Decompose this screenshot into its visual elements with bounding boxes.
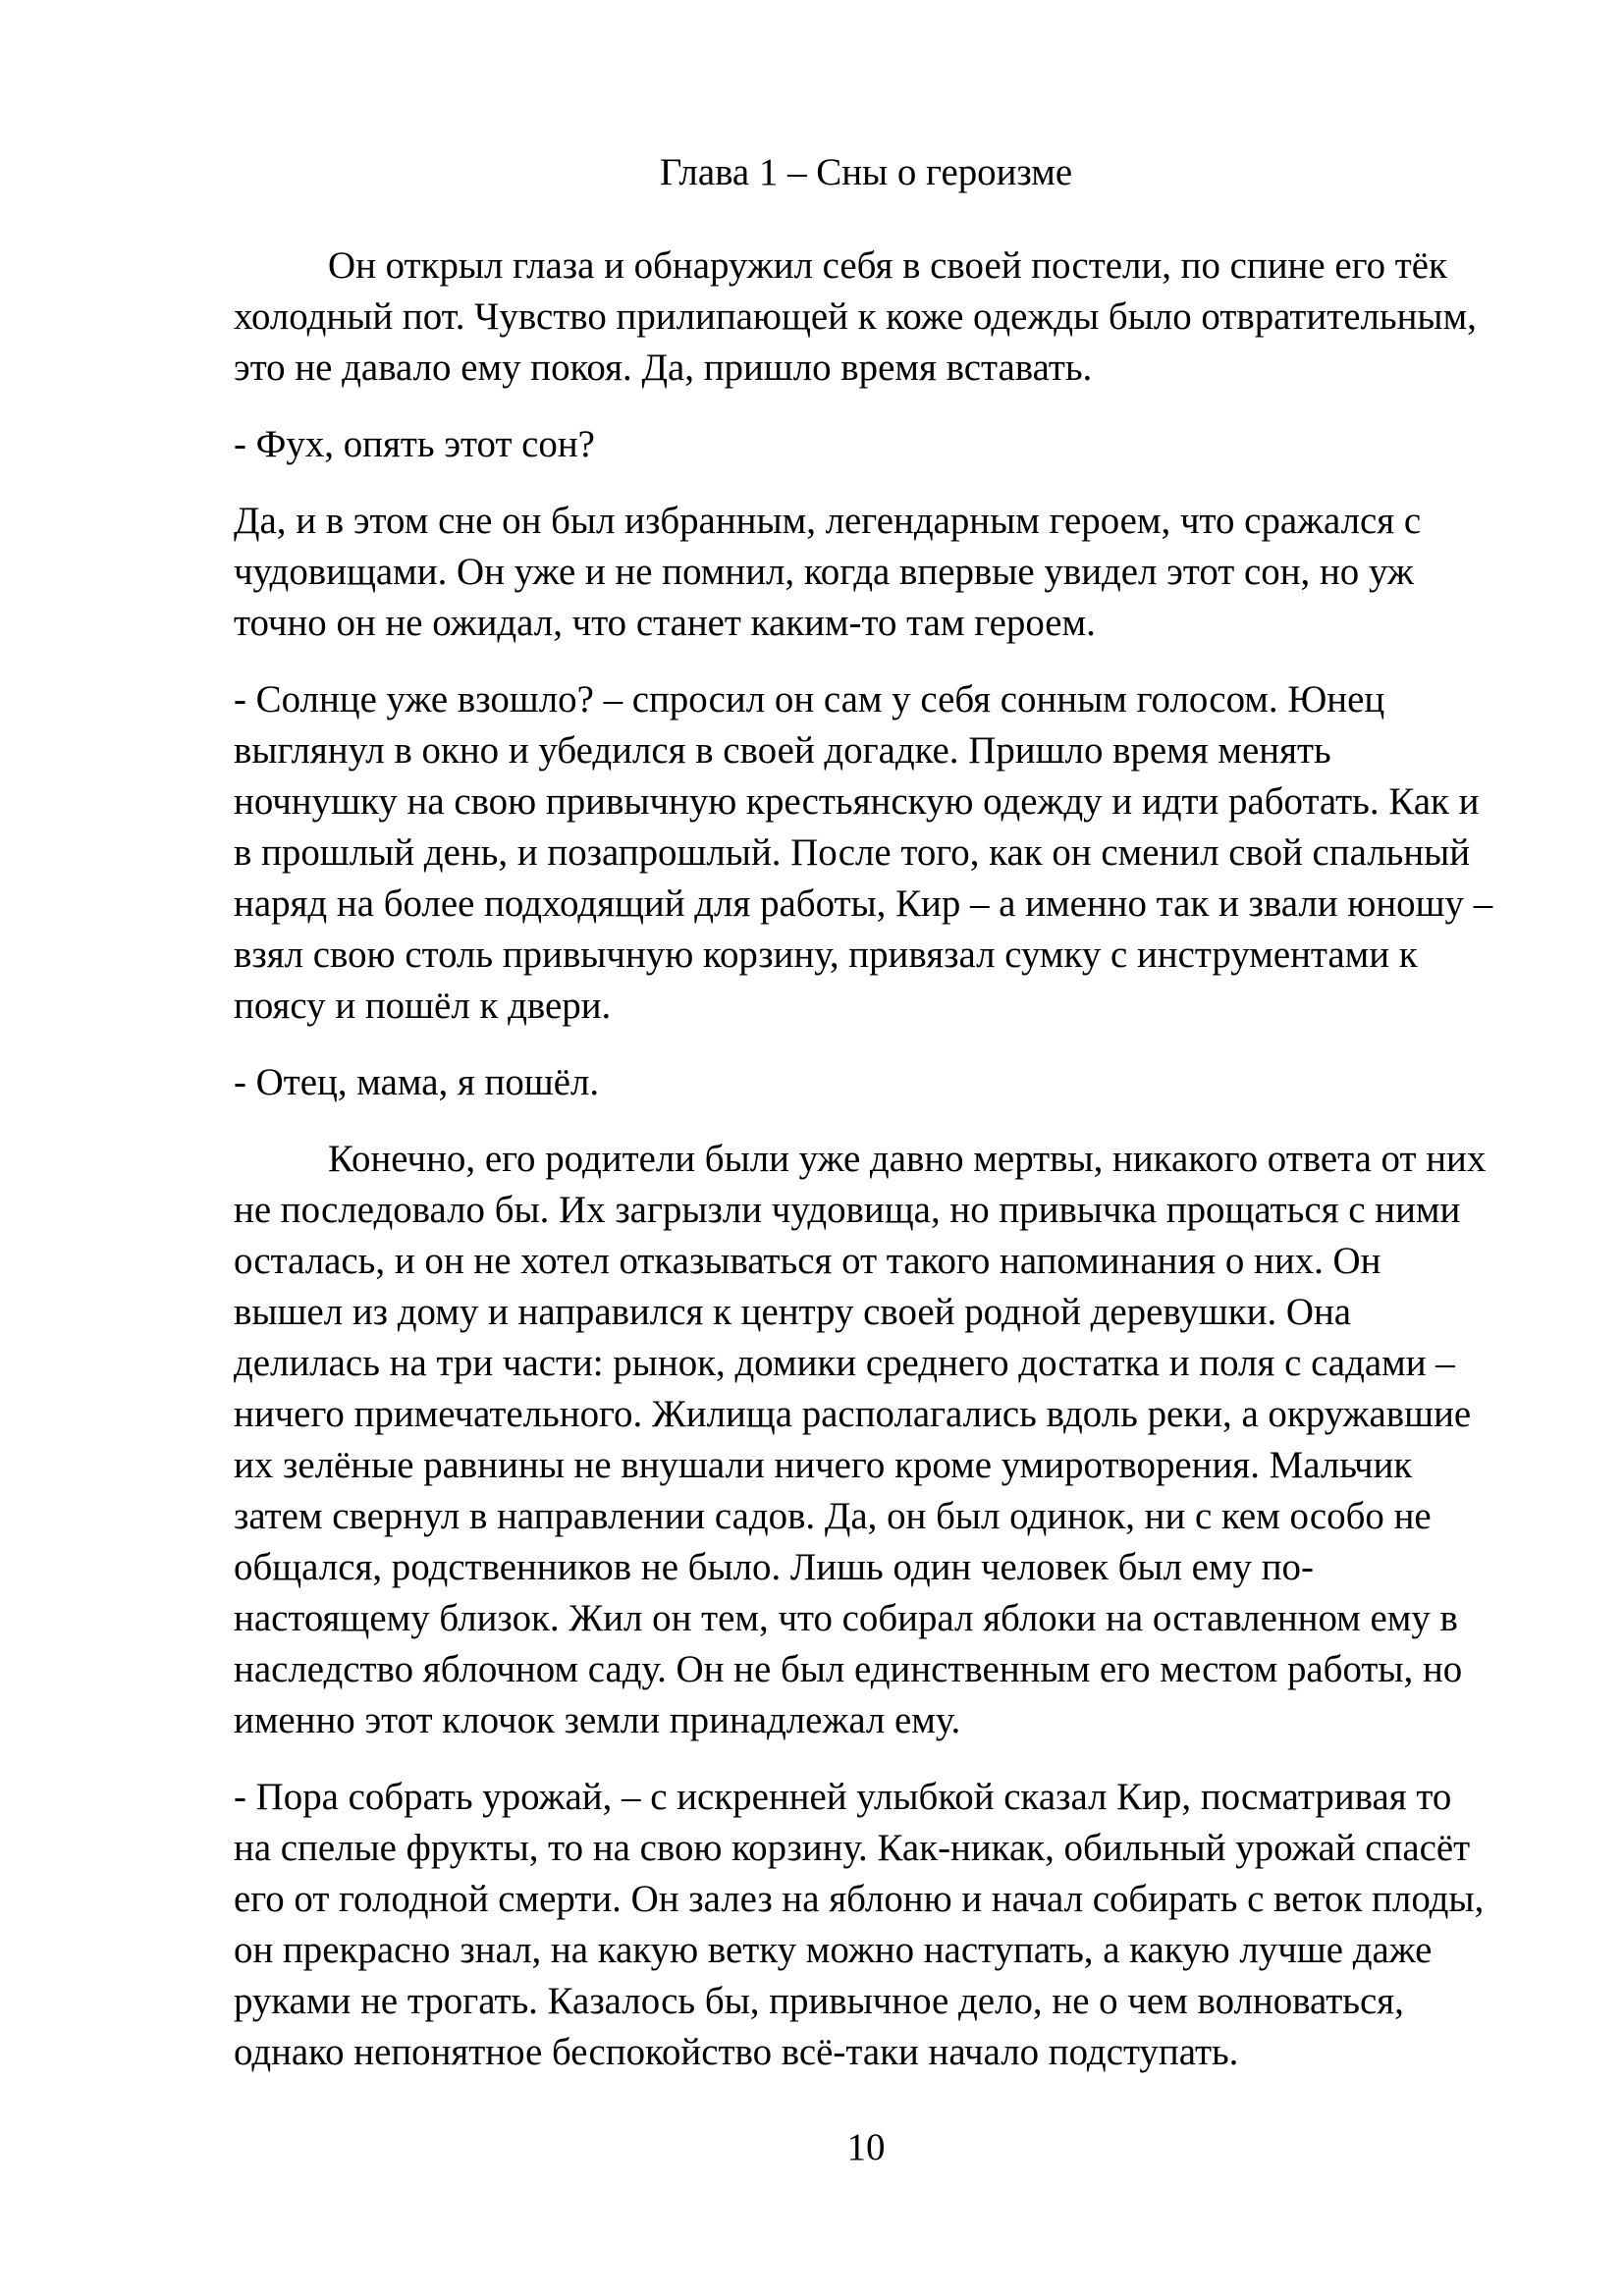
page-content	[234, 147, 1498, 2104]
page-number: 10	[846, 2126, 886, 2168]
paragraph: Он открыл глаза и обнаружил себя в своей постели, по спине его тёк холодный пот. Чувство прилипающей к коже одежды было отвратительным, это не давало ему покоя. Да, пришло время вставать.	[234, 244, 1477, 389]
paragraph-dialogue: - Солнце уже взошло? – спросил он сам у себя сонным голосом. Юнец выглянул в окно и убедился в своей догадке. Пришло время менять ночнушку на свою привычную крестьянскую одежду и идти работать. Как и в прошлый день, и позапрошлый. После того, как он сменил свой спальный наряд на более подходящий для работы, Кир – а именно так и звали юношу – взял свою столь привычную корзину, привязал сумку с инструментами к поясу и пошёл к двери.	[234, 678, 1493, 1027]
paragraph-dialogue: - Пора собрать урожай, – с искренней улыбкой сказал Кир, посматривая то на спелые фрукты, то на свою корзину. Как-никак, обильный урожай спасёт его от голодной смерти. Он залез на яблоню и начал собирать с веток плоды, он прекрасно знал, на какую ветку можно наступать, а какую лучше даже руками не трогать. Казалось бы, привычное дело, не о чем волноваться, однако непонятное беспокойство всё-таки начало подступать.	[234, 1776, 1485, 2073]
paragraph: Да, и в этом сне он был избранным, легендарным героем, что сражался с чудовищами. Он уже и не помнил, когда впервые увидел этот сон, но уж точно он не ожидал, что станет каким-то там героем.	[234, 500, 1422, 644]
chapter-title: Глава 1 – Сны о героизме	[659, 151, 1073, 193]
paragraph: Конечно, его родители были уже давно мертвы, никакого ответа от них не последовало бы. Их загрызли чудовища, но привычка прощаться с ними осталась, и он не хотел отказываться от такого напоминания о них. Он вышел из дому и направился к центру своей родной деревушки. Она делилась на три части: рынок, домики среднего достатка и поля с садами – ничего примечательного. Жилища располагались вдоль реки, а окружавшие их зелёные равнины не внушали ничего кроме умиротворения. Мальчик затем свернул в направлении садов. Да, он был одинок, ни с кем особо не общался, родственников не было. Лишь один человек был ему по-настоящему близок. Жил он тем, что собирал яблоки на оставленном ему в наследство яблочном саду. Он не был единственным его местом работы, но именно этот клочок земли принадлежал ему.	[234, 1138, 1487, 1741]
paragraph-dialogue: - Отец, мама, я пошёл.	[234, 1061, 600, 1103]
paragraph-dialogue: - Фух, опять этот сон?	[234, 423, 595, 465]
